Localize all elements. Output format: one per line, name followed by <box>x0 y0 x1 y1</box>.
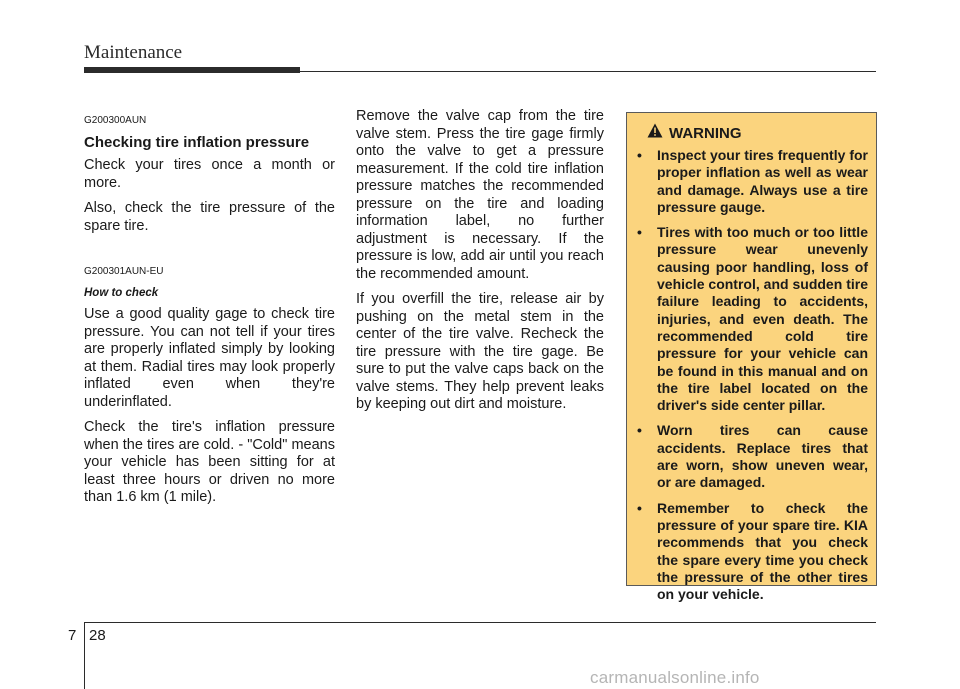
bullet: • <box>637 499 642 516</box>
header-title: Maintenance <box>84 42 183 63</box>
bullet: • <box>637 422 642 439</box>
warning-item <box>635 422 868 491</box>
subsection-heading: How to check <box>84 286 159 299</box>
warning-item-text: Remember to check the pressure of your spare tire. KIA recommends that you check the spare every time you check the pressure of the other tires on your vehicle. <box>657 499 868 603</box>
header-divider-thin <box>300 71 876 72</box>
warning-item-text: Worn tires can cause accidents. Replace tires that are worn, show uneven wear, or are damaged. <box>657 422 868 491</box>
paragraph: Use a good quality gage to check tire pressure. You can not tell if your tires are properly inflated simply by looking at them. Radial tires may look properly inflated even when they're underinflated. <box>84 306 335 410</box>
bullet: • <box>637 147 642 163</box>
left-column <box>84 108 335 515</box>
warning-box <box>626 112 877 603</box>
warning-item-text: Inspect your tires frequently for proper inflation as well as wear and damage. Always use a tire pressure gauge. <box>657 147 868 215</box>
warning-header <box>647 123 868 143</box>
warning-item <box>635 500 868 604</box>
page-number: 28 <box>89 627 106 644</box>
bullet: • <box>637 224 642 241</box>
warning-item <box>635 224 868 414</box>
middle-column <box>356 108 604 422</box>
footer-divider <box>84 622 876 623</box>
watermark: carmanualsonline.info <box>590 668 760 687</box>
footer-vertical-divider <box>84 622 85 689</box>
warning-item-text: Tires with too much or too little pressure wear unevenly causing poor handling, loss of vehicle control, and sudden tire failure leading to accidents, injuries, and even death. The recommended cold tire pressure for your vehicle can be found in this manual and on the tire label located on the driver's side center pillar. <box>657 224 868 414</box>
warning-item <box>635 147 868 216</box>
paragraph: If you overfill the tire, release air by pushing on the metal stem in the center of the tire valve. Recheck the tire pressure with the tire gage. Be sure to put the valve caps back on the valve stems. They help prevent leaks by keeping out dirt and moisture. <box>356 291 604 412</box>
section-code: G200301AUN-EU <box>84 266 164 277</box>
header-divider-thick <box>84 67 300 73</box>
section-code: G200300AUN <box>84 115 147 126</box>
paragraph: Remove the valve cap from the tire valve stem. Press the tire gage firmly onto the valve to get a pressure measurement. If the cold tire inflation pressure matches the recommended pressure on the tire and loading information label, no further adjustment is necessary. If the pressure is low, add air until you reach the recommended amount. <box>356 108 604 282</box>
paragraph: Also, check the tire pressure of the spare tire. <box>84 200 335 234</box>
warning-title: WARNING <box>669 124 742 142</box>
warning-list <box>635 147 868 603</box>
warning-triangle-icon <box>647 123 669 143</box>
paragraph: Check your tires once a month or more. <box>84 157 335 191</box>
section-heading: Checking tire inflation pressure <box>84 133 310 151</box>
paragraph: Check the tire's inflation pressure when the tires are cold. - "Cold" means your vehicle has been sitting for at least three hours or driven no more than 1.6 km (1 mile). <box>84 419 335 505</box>
page-section: 7 <box>68 627 77 644</box>
